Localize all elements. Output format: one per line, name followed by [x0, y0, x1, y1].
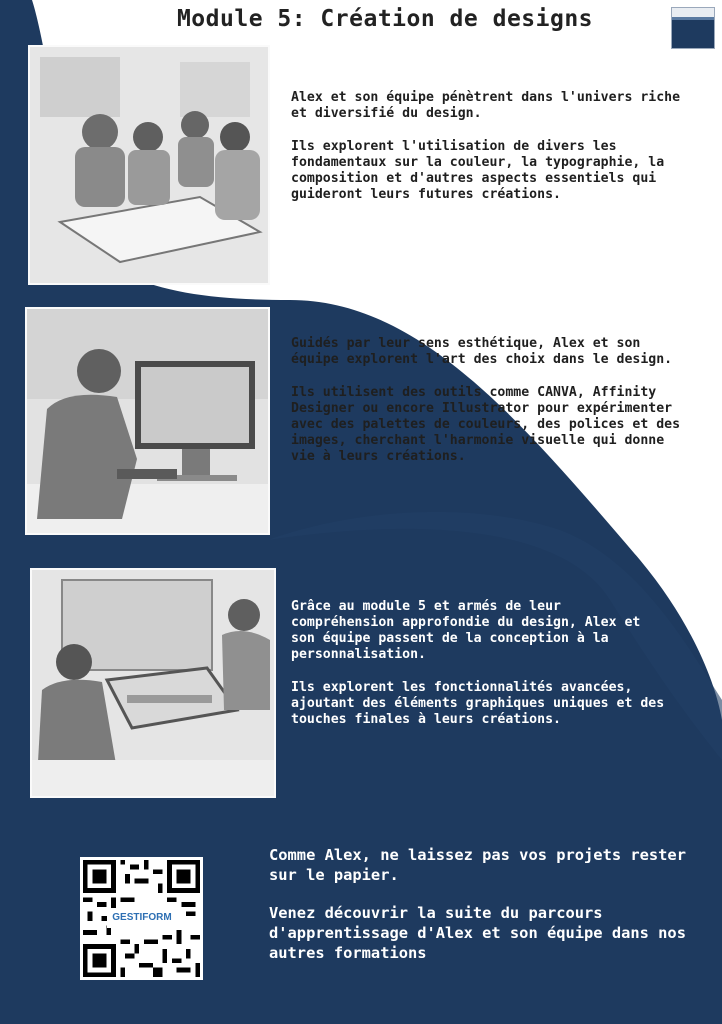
footer-paragraph-1: Comme Alex, ne laissez pas vos projets rester sur le papier.: [269, 846, 686, 884]
page-title: Module 5: Création de designs: [176, 6, 594, 32]
illustration-drafting-board: [32, 570, 274, 796]
gestiform-logo-icon: [671, 7, 715, 49]
section-3-text: [291, 599, 671, 745]
section-2-text: [291, 336, 691, 482]
section-1-paragraph-1: Alex et son équipe pénètrent dans l'univers riche et diversifié du design.: [291, 90, 681, 121]
section-3-paragraph-2: Ils explorent les fonctionnalités avancées, ajoutant des éléments graphiques uniques et des touches finales à leurs créations.: [291, 680, 665, 727]
section-1-paragraph-2: Ils explorent l'utilisation de divers les fondamentaux sur la couleur, la typographie, la composition et d'autres aspects essentiels qui guideront leurs futures créations.: [291, 139, 665, 202]
section-3-paragraph-1: Grâce au module 5 et armés de leur compréhension approfondie du design, Alex et son équipe passent de la conception à la personnalisation.: [291, 599, 641, 662]
illustration-designer-monitor: [27, 309, 268, 533]
qr-code-icon[interactable]: [80, 857, 203, 980]
illustration-team-table: [30, 47, 268, 283]
section-2-paragraph-1: Guidés par leur sens esthétique, Alex et son équipe explorent l'art des choix dans le design.: [291, 336, 673, 367]
section-1-text: [291, 90, 691, 220]
footer-text: [269, 845, 689, 981]
section-2-paragraph-2: Ils utilisent des outils comme CANVA, Affinity Designer ou encore Illustrator pour expérimenter avec des palettes de couleurs, des polices et des images, cherchant l'harmonie visuelle qui donne vie à leurs créations.: [291, 385, 681, 464]
qr-logo-label: GESTIFORM: [107, 908, 177, 928]
footer-paragraph-2: Venez découvrir la suite du parcours d'apprentissage d'Alex et son équipe dans nos autres formations: [269, 904, 686, 962]
